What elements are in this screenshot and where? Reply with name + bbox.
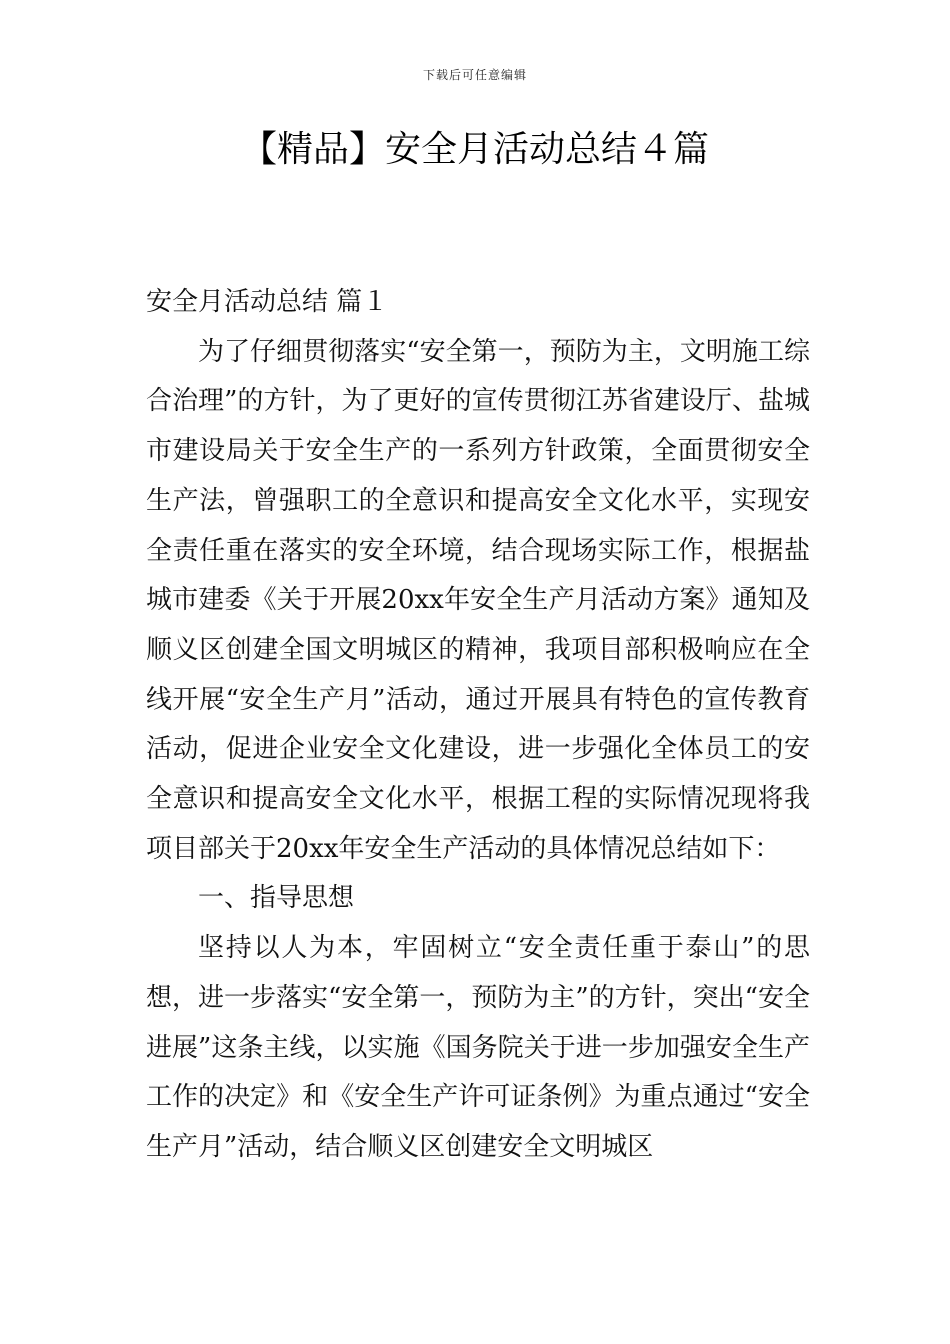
subheading: 一、指导思想 bbox=[198, 883, 355, 914]
body-paragraph: 为了仔细贯彻落实“安全第一，预防为主，文明施工综合治理”的方针，为了更好的宣传贯彻江苏省建设厅、盐城市建设局关于安全生产的一系列方针政策，全面贯彻安全生产法，曾强职工的全意识和提高安全文化水平，实现安全责任重在落实的安全环境，结合现场实际工作，根据盐城市建委《关于开展20xx年安全生产月活动方案》通知及顺义区创建全国文明城区的精神，我项目部积极响应在全线开展“安全生产月”活动，通过开展具有特色的宣传教育活动，促进企业安全文化建设，进一步强化全体员工的安全意识和提高安全文化水平，根据工程的实际情况现将我项目部关于20xx年安全生产活动的具体情况总结如下： bbox=[146, 336, 810, 864]
document-title: 【精品】安全月活动总结４篇 bbox=[240, 129, 709, 170]
section-heading: 安全月活动总结 篇１ bbox=[146, 287, 389, 317]
document-body bbox=[146, 278, 810, 1173]
body-paragraph: 坚持以人为本，牢固树立“安全责任重于泰山”的思想，进一步落实“安全第一，预防为主”的方针，突出“安全进展”这条主线，以实施《国务院关于进一步加强安全生产工作的决定》和《安全生产许可证条例》为重点通过“安全生产月”活动，结合顺义区创建安全文明城区 bbox=[146, 933, 810, 1162]
header-note: 下载后可任意编辑 bbox=[422, 68, 527, 82]
